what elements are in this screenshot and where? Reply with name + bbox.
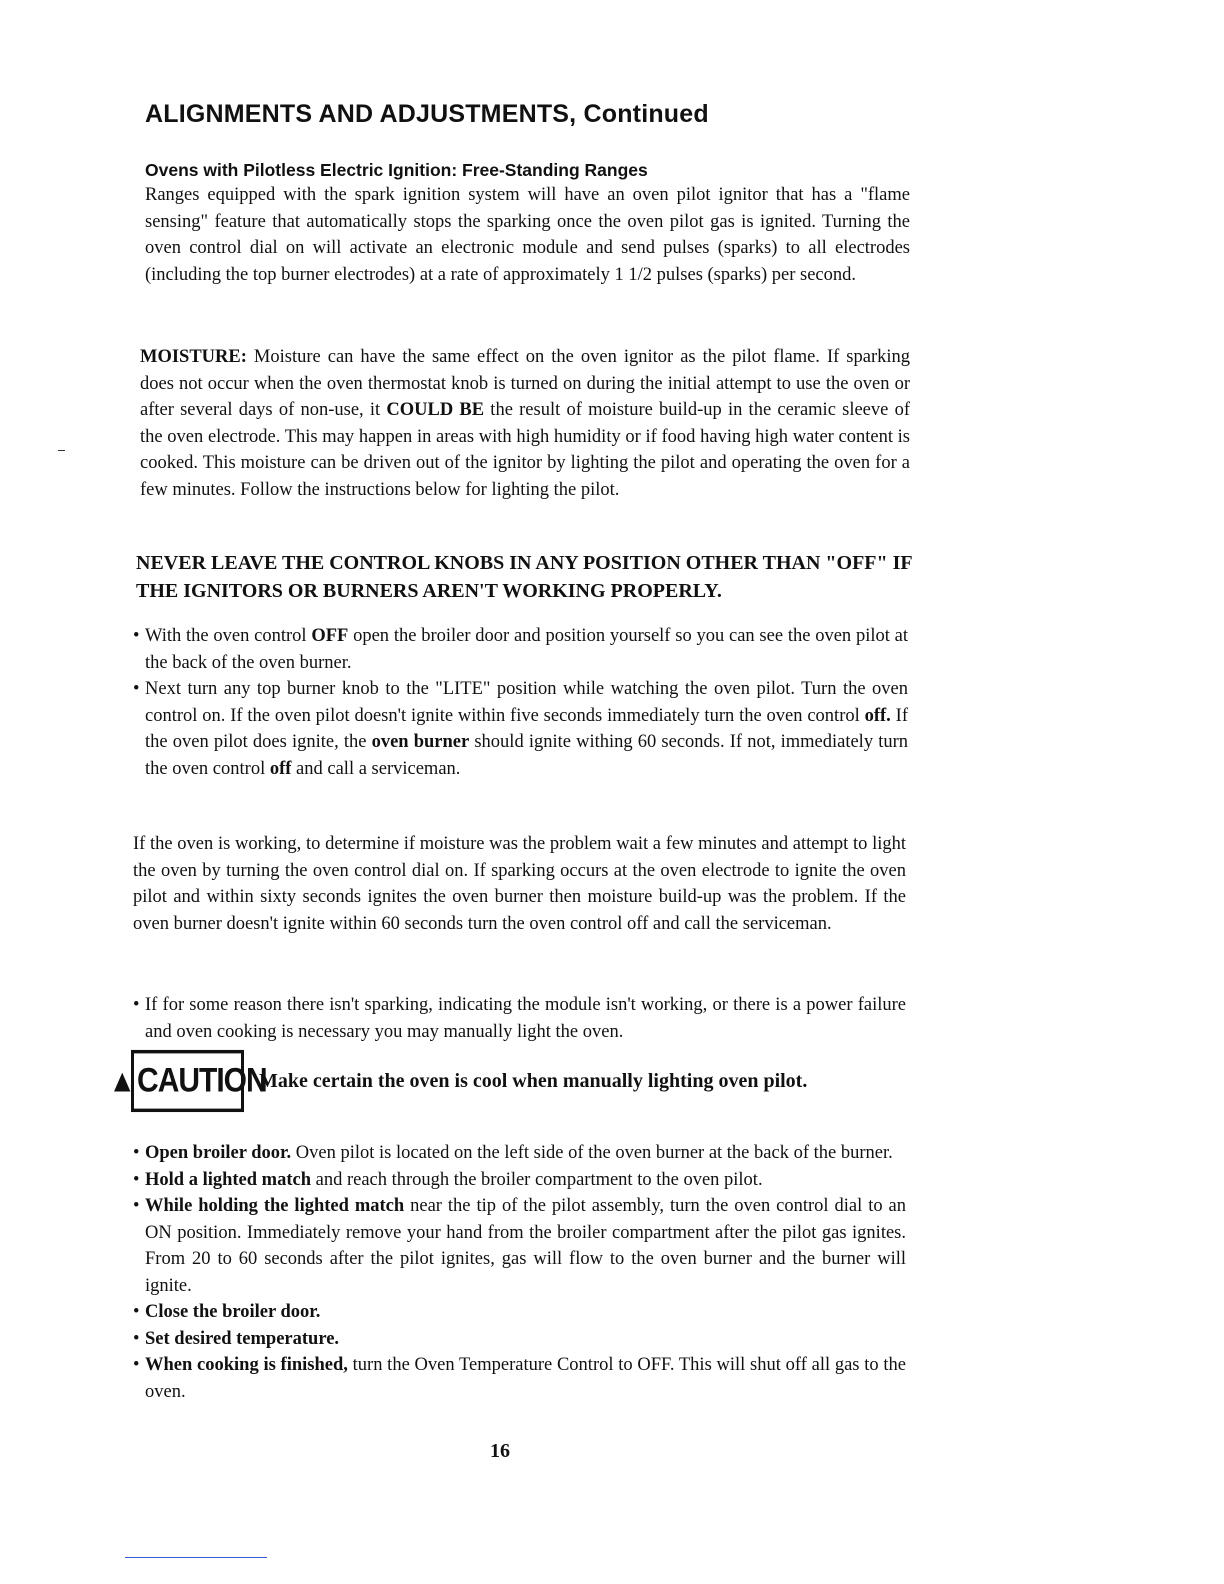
moisture-steps-list xyxy=(133,623,908,782)
list-item: • Hold a lighted match and reach through the broiler compartment to the oven pilot. xyxy=(133,1167,906,1194)
bullet-icon: • xyxy=(133,1355,140,1375)
manual-lighting-steps-list xyxy=(133,1140,906,1405)
caution-notice xyxy=(108,1054,931,1114)
warning-triangle-icon: ▲ xyxy=(108,1062,136,1099)
moisture-paragraph xyxy=(140,344,910,503)
bullet-icon: • xyxy=(133,995,140,1015)
caution-badge: ▲ CAUTION xyxy=(131,1050,244,1112)
moisture-emphasis: COULD BE xyxy=(386,400,485,420)
bullet-icon: • xyxy=(133,626,140,646)
list-item: • Close the broiler door. xyxy=(133,1299,906,1326)
moisture-text-1: Moisture can have the same effect on the oven ignitor as the pilot flame. If sparking does not occur when the oven thermostat knob is turned on during the initial attempt to use the oven or after several days of non-use, it xyxy=(140,347,910,420)
bullet-icon: • xyxy=(133,1328,140,1349)
footer-rule xyxy=(125,1557,267,1558)
margin-mark xyxy=(58,450,65,451)
list-item: • Next turn any top burner knob to the "LITE" position while watching the oven pilot. Turn the oven control on. If the oven pilot doesn't ignite within five seconds immediately turn the oven control off. If the oven pilot does ignite, the oven burner should ignite withing 60 seconds. If not, immediately turn the oven control off and call a serviceman. xyxy=(133,676,908,782)
page-title: ALIGNMENTS AND ADJUSTMENTS, Continued xyxy=(145,100,709,128)
list-item: • Set desired temperature. xyxy=(133,1326,906,1353)
list-item: • If for some reason there isn't sparking, indicating the module isn't working, or there is a power failure and oven cooking is necessary you may manually light the oven. xyxy=(133,992,906,1045)
power-failure-list xyxy=(133,992,906,1045)
list-item: • Open broiler door. Oven pilot is located on the left side of the oven burner at the back of the burner. xyxy=(133,1140,906,1167)
list-item: • While holding the lighted match near the tip of the pilot assembly, turn the oven control dial to an ON position. Immediately remove your hand from the broiler compartment after the pilot gas ignites. From 20 to 60 seconds after the pilot ignites, gas will flow to the oven burner and the burner will ignite. xyxy=(133,1193,906,1299)
list-item: • When cooking is finished, turn the Oven Temperature Control to OFF. This will shut off all gas to the oven. xyxy=(133,1352,906,1405)
section-subtitle: Ovens with Pilotless Electric Ignition: Free-Standing Ranges xyxy=(145,160,648,180)
bullet-icon: • xyxy=(133,1302,140,1322)
bullet-icon: • xyxy=(133,1143,140,1163)
working-paragraph: If the oven is working, to determine if moisture was the problem wait a few minutes and attempt to light the oven by turning the oven control dial on. If sparking occurs at the oven electrode to ignite the oven pilot and within sixty seconds ignites the oven burner then moisture build-up was the problem. If the oven burner doesn't ignite within 60 seconds turn the oven control off and call the serviceman. xyxy=(133,834,906,934)
list-item: • With the oven control OFF open the broiler door and position yourself so you can see the oven pilot at the back of the oven burner. xyxy=(133,623,908,676)
bullet-icon: • xyxy=(133,1169,140,1190)
intro-paragraph: Ranges equipped with the spark ignition system will have an oven pilot ignitor that has a "flame sensing" feature that automatically stops the sparking once the oven pilot gas is ignited. Turning the oven control dial on will activate an electronic module and send pulses (sparks) to all electrodes (including the top burner electrodes) at a rate of approximately 1 1/2 pulses (sparks) per second. xyxy=(145,185,910,285)
warning-heading: NEVER LEAVE THE CONTROL KNOBS IN ANY POSITION OTHER THAN "OFF" IF THE IGNITORS OR BURNERS AREN'T WORKING PROPERLY. xyxy=(136,552,912,602)
caution-text: Make certain the oven is cool when manually lighting oven pilot. xyxy=(259,1070,808,1092)
page-number: 16 xyxy=(490,1440,510,1462)
moisture-label: MOISTURE: xyxy=(140,347,247,367)
moisture-text-2: the result of moisture build-up in the ceramic sleeve of the oven electrode. This may happen in areas with high humidity or if food having high water content is cooked. This moisture can be driven out of the ignitor by lighting the pilot and operating the oven for a few minutes. Follow the instructions below for lighting the pilot. xyxy=(140,400,910,500)
bullet-icon: • xyxy=(133,1196,140,1216)
bullet-icon: • xyxy=(133,679,140,699)
